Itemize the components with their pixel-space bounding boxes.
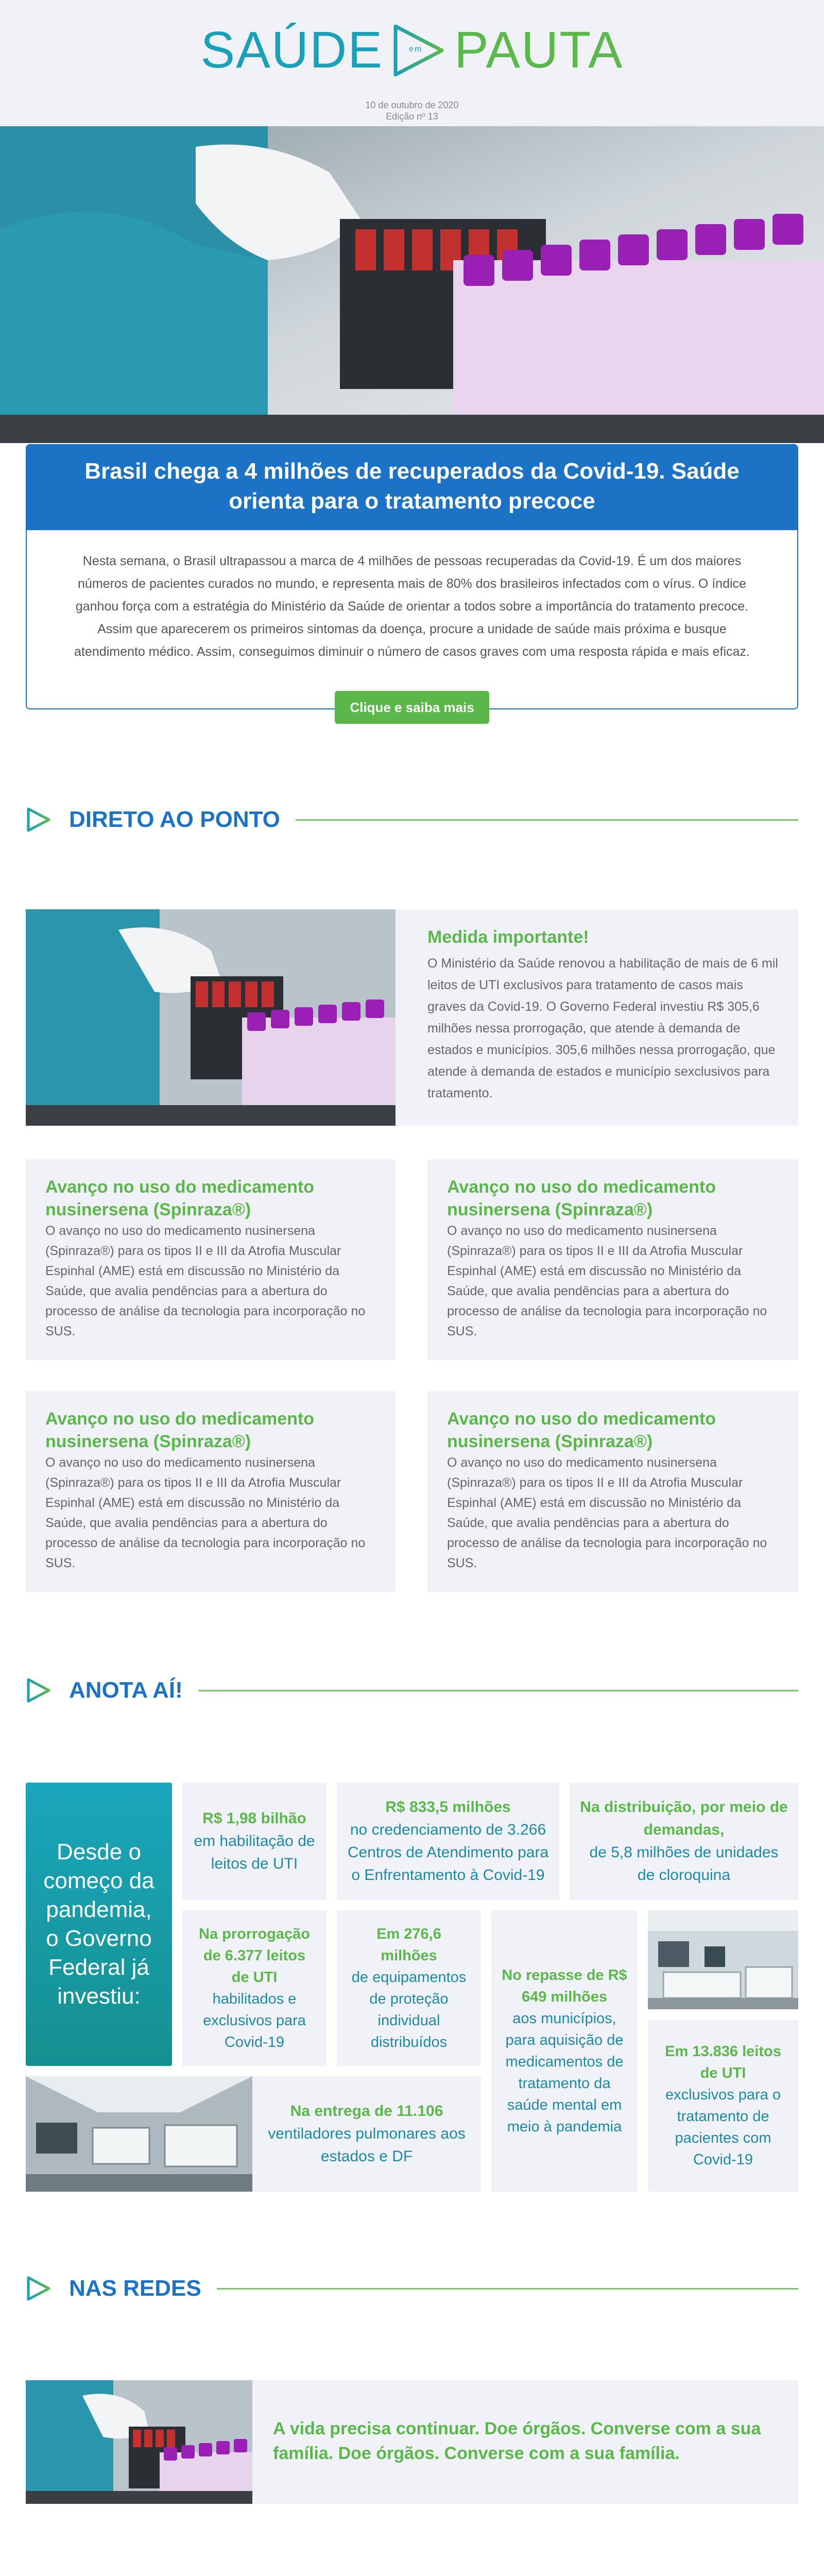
news-card-title: Avanço no uso do medicamento nusinersena (Spinraza®) bbox=[45, 1177, 315, 1219]
news-card-title: Avanço no uso do medicamento nusinersena (Spinraza®) bbox=[447, 1409, 716, 1451]
section-play-icon bbox=[26, 2276, 52, 2301]
feature-text: O Ministério da Saúde renovou a habilitação de mais de 6 mil leitos de UTI exclusivos para tratamento de casos mais graves da Covid-19. O Governo Federal investiu R$ 305,6 milhões nessa prorrogação, que atende à demanda de estados e municípios. 305,6 milhões nessa prorrogação, que atende à demanda de estados e município sexclusivos para tratamento. bbox=[427, 956, 778, 1100]
anota-intro: Desde o começo da pandemia, o Governo Federal já investiu: bbox=[26, 1783, 172, 2066]
stat-text: ventiladores pulmonares aos estados e DF bbox=[268, 2125, 466, 2165]
hospital-corridor-image bbox=[26, 2076, 252, 2192]
section-title: NAS REDES bbox=[69, 2276, 201, 2301]
news-card-text: O avanço no uso do medicamento nusinersena (Spinraza®) para os tipos II e III da Atrofia Muscular Espinhal (AME) está em discussão no Ministério da Saúde, que avalia pendências para a abertura do processo de análise da tecnologia para incorporação no SUS. bbox=[45, 1224, 366, 1338]
edition-date: 10 de outubro de 2020 bbox=[365, 100, 459, 110]
feature-content bbox=[427, 925, 783, 1104]
saude-em-pauta-logo bbox=[0, 21, 824, 80]
stat-text: exclusivos para o tratamento de pacientes com Covid-19 bbox=[665, 2087, 781, 2168]
stat-text: em habilitação de leitos de UTI bbox=[194, 1833, 315, 1872]
logo-em: em bbox=[408, 44, 423, 54]
section-anota-ai bbox=[26, 1672, 798, 1708]
play-icon bbox=[390, 22, 447, 79]
news-card-1 bbox=[26, 1159, 396, 1360]
section-title: ANOTA AÍ! bbox=[69, 1677, 183, 1703]
stat-card bbox=[491, 1910, 638, 2192]
stat-highlight: Em 13.836 leitos de UTI bbox=[665, 2043, 781, 2081]
hero-text: Nesta semana, o Brasil ultrapassou a marca de 4 milhões de pessoas recuperadas da Covid-19. É um dos maiores números de pacientes curados no mundo, e representa mais de 80% dos brasileiros infectados com o vírus. O índice ganhou força com a estratégia do Ministério da Saúde de orientar a todos sobre a importância do tratamento precoce. Assim que aparecerem os primeiros sintomas da doença, procure a unidade de saúde mais próxima e busque atendimento médico. Assim, conseguimos diminuir o número de casos graves com uma resposta rápida e mais eficaz. bbox=[74, 554, 750, 659]
feature-title: Medida importante! bbox=[427, 927, 589, 947]
stat-card bbox=[570, 1783, 798, 1900]
stat-highlight: Em 276,6 milhões bbox=[376, 1926, 441, 1964]
section-divider bbox=[296, 819, 798, 821]
feature-lab-image bbox=[26, 909, 396, 1126]
stat-text: habilitados e exclusivos para Covid-19 bbox=[203, 1991, 306, 2050]
stat-text: de 5,8 milhões de unidades de cloroquina bbox=[589, 1844, 779, 1884]
stat-highlight: No repasse de R$ 649 milhões bbox=[502, 1967, 627, 2005]
stat-text: de equipamentos de proteção individual distribuídos bbox=[351, 1969, 467, 2050]
stat-highlight: R$ 1,98 bilhão bbox=[202, 1810, 306, 1827]
stat-highlight: Na distribuição, por meio de demandas, bbox=[580, 1799, 788, 1838]
logo-word-saude: SAÚDE bbox=[200, 21, 383, 79]
news-card-2 bbox=[427, 1159, 798, 1360]
newsletter-header bbox=[0, 0, 824, 126]
stat-text: no credenciamento de 3.266 Centros de Atendimento para o Enfrentamento à Covid-19 bbox=[347, 1821, 549, 1884]
news-card-title: Avanço no uso do medicamento nusinersena (Spinraza®) bbox=[447, 1177, 716, 1219]
news-card-text: O avanço no uso do medicamento nusinersena (Spinraza®) para os tipos II e III da Atrofia Muscular Espinhal (AME) está em discussão no Ministério da Saúde, que avalia pendências para a abertura do processo de análise da tecnologia para incorporação no SUS. bbox=[447, 1224, 767, 1338]
section-play-icon bbox=[26, 1677, 52, 1703]
news-card-4 bbox=[427, 1391, 798, 1592]
section-nas-redes bbox=[26, 2270, 798, 2307]
social-post-image bbox=[26, 2380, 252, 2504]
news-card-text: O avanço no uso do medicamento nusinersena (Spinraza®) para os tipos II e III da Atrofia Muscular Espinhal (AME) está em discussão no Ministério da Saúde, que avalia pendências para a abertura do processo de análise da tecnologia para incorporação no SUS. bbox=[447, 1455, 767, 1570]
section-title: DIRETO AO PONTO bbox=[69, 807, 280, 832]
section-play-icon bbox=[26, 807, 52, 833]
learn-more-button[interactable]: Clique e saiba mais bbox=[335, 691, 489, 724]
stat-card bbox=[182, 1783, 327, 1900]
edition-info bbox=[0, 99, 824, 122]
edition-number: Edição nº 13 bbox=[386, 111, 438, 122]
hero-lab-image bbox=[0, 126, 824, 443]
stat-highlight: Na entrega de 11.106 bbox=[290, 2103, 443, 2120]
section-direto-ao-ponto bbox=[26, 802, 798, 838]
stat-text: aos municípios, para aquisição de medicamentos de tratamento da saúde mental em meio à pandemia bbox=[505, 2010, 624, 2135]
section-divider bbox=[198, 1690, 798, 1691]
hero-title: Brasil chega a 4 milhões de recuperados da Covid-19. Saúde orienta para o tratamento precoce bbox=[27, 445, 797, 530]
hero-card bbox=[26, 444, 798, 709]
stat-card bbox=[648, 2020, 798, 2192]
news-card-title: Avanço no uso do medicamento nusinersena (Spinraza®) bbox=[45, 1409, 315, 1451]
stat-highlight: Na prorrogação de 6.377 leitos de UTI bbox=[199, 1926, 310, 1986]
news-card-3 bbox=[26, 1391, 396, 1592]
section-divider bbox=[217, 2288, 798, 2290]
hospital-icu-image bbox=[648, 1910, 798, 2009]
stat-card bbox=[182, 1910, 327, 2066]
stat-highlight: R$ 833,5 milhões bbox=[385, 1799, 511, 1816]
stat-card bbox=[337, 1910, 481, 2066]
stat-card bbox=[252, 2076, 481, 2192]
news-card-text: O avanço no uso do medicamento nusinersena (Spinraza®) para os tipos II e III da Atrofia Muscular Espinhal (AME) está em discussão no Ministério da Saúde, que avalia pendências para a abertura do processo de análise da tecnologia para incorporação no SUS. bbox=[45, 1455, 366, 1570]
social-post-text: A vida precisa continuar. Doe órgãos. Converse com a sua família. Doe órgãos. Converse com a sua família. bbox=[273, 2419, 761, 2463]
logo-word-pauta: PAUTA bbox=[454, 21, 624, 79]
stat-card bbox=[337, 1783, 559, 1900]
